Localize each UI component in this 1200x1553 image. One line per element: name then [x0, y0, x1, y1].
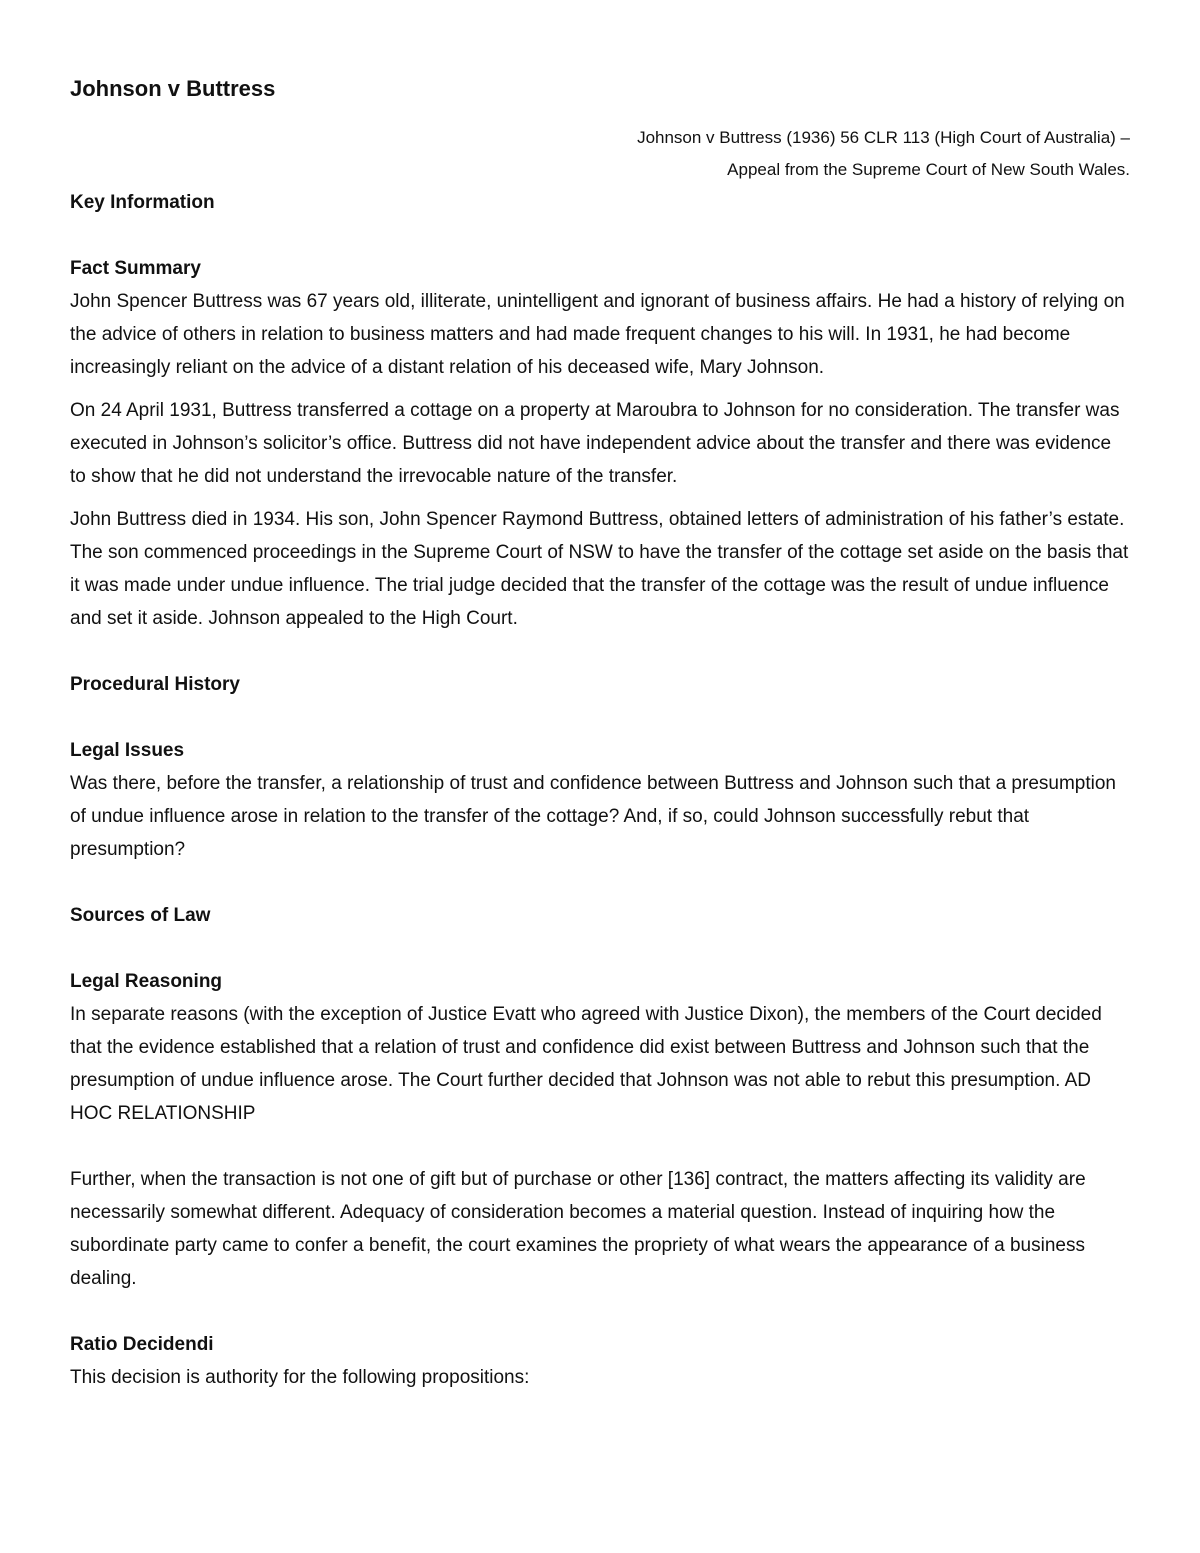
fact-summary-paragraph-2: On 24 April 1931, Buttress transferred a cottage on a property at Maroubra to Johnson for no consideration. The transfer was executed in Johnson’s solicitor’s office. Buttress did not have independent advice about the transfer and there was evidence to show that he did not understand the irrevocable nature of the transfer.: [70, 400, 1120, 487]
citation-line-1: Johnson v Buttress (1936) 56 CLR 113 (High Court of Australia) –: [637, 128, 1130, 147]
heading-sources-of-law: Sources of Law: [70, 905, 211, 926]
document-content: [70, 74, 1130, 1394]
heading-legal-reasoning: Legal Reasoning: [70, 971, 223, 992]
heading-key-information: Key Information: [70, 192, 215, 213]
legal-reasoning-paragraph-2: Further, when the transaction is not one of gift but of purchase or other [136] contract, the matters affecting its validity are necessarily somewhat different. Adequacy of consideration becomes a material question. Instead of inquiring how the subordinate party came to confer a benefit, the court examines the propriety of what wears the appearance of a business dealing.: [70, 1169, 1086, 1289]
legal-issues-paragraph-1: Was there, before the transfer, a relationship of trust and confidence between Buttress and Johnson such that a presumption of undue influence arose in relation to the transfer of the cottage? And, if so, could Johnson successfully rebut that presumption?: [70, 773, 1116, 860]
document-title: Johnson v Buttress: [70, 76, 276, 101]
heading-ratio-decidendi: Ratio Decidendi: [70, 1334, 214, 1355]
ratio-decidendi-paragraph-1: This decision is authority for the following propositions:: [70, 1367, 530, 1388]
fact-summary-paragraph-3: John Buttress died in 1934. His son, John Spencer Raymond Buttress, obtained letters of administration of his father’s estate. The son commenced proceedings in the Supreme Court of NSW to have the transfer of the cottage set aside on the basis that it was made under undue influence. The trial judge decided that the transfer of the cottage was the result of undue influence and set it aside. Johnson appealed to the High Court.: [70, 509, 1129, 629]
fact-summary-paragraph-1: John Spencer Buttress was 67 years old, illiterate, unintelligent and ignorant of business affairs. He had a history of relying on the advice of others in relation to business matters and had made frequent changes to his will. In 1931, he had become increasingly reliant on the advice of a distant relation of his deceased wife, Mary Johnson.: [70, 291, 1125, 378]
heading-procedural-history: Procedural History: [70, 674, 240, 695]
case-citation: [70, 122, 1130, 186]
heading-fact-summary: Fact Summary: [70, 258, 201, 279]
heading-legal-issues: Legal Issues: [70, 740, 185, 761]
citation-line-2: Appeal from the Supreme Court of New South Wales.: [727, 160, 1130, 179]
legal-reasoning-paragraph-1: In separate reasons (with the exception of Justice Evatt who agreed with Justice Dixon), the members of the Court decided that the evidence established that a relation of trust and confidence did exist between Buttress and Johnson such that the presumption of undue influence arose. The Court further decided that Johnson was not able to rebut this presumption. AD HOC RELATIONSHIP: [70, 1004, 1102, 1124]
